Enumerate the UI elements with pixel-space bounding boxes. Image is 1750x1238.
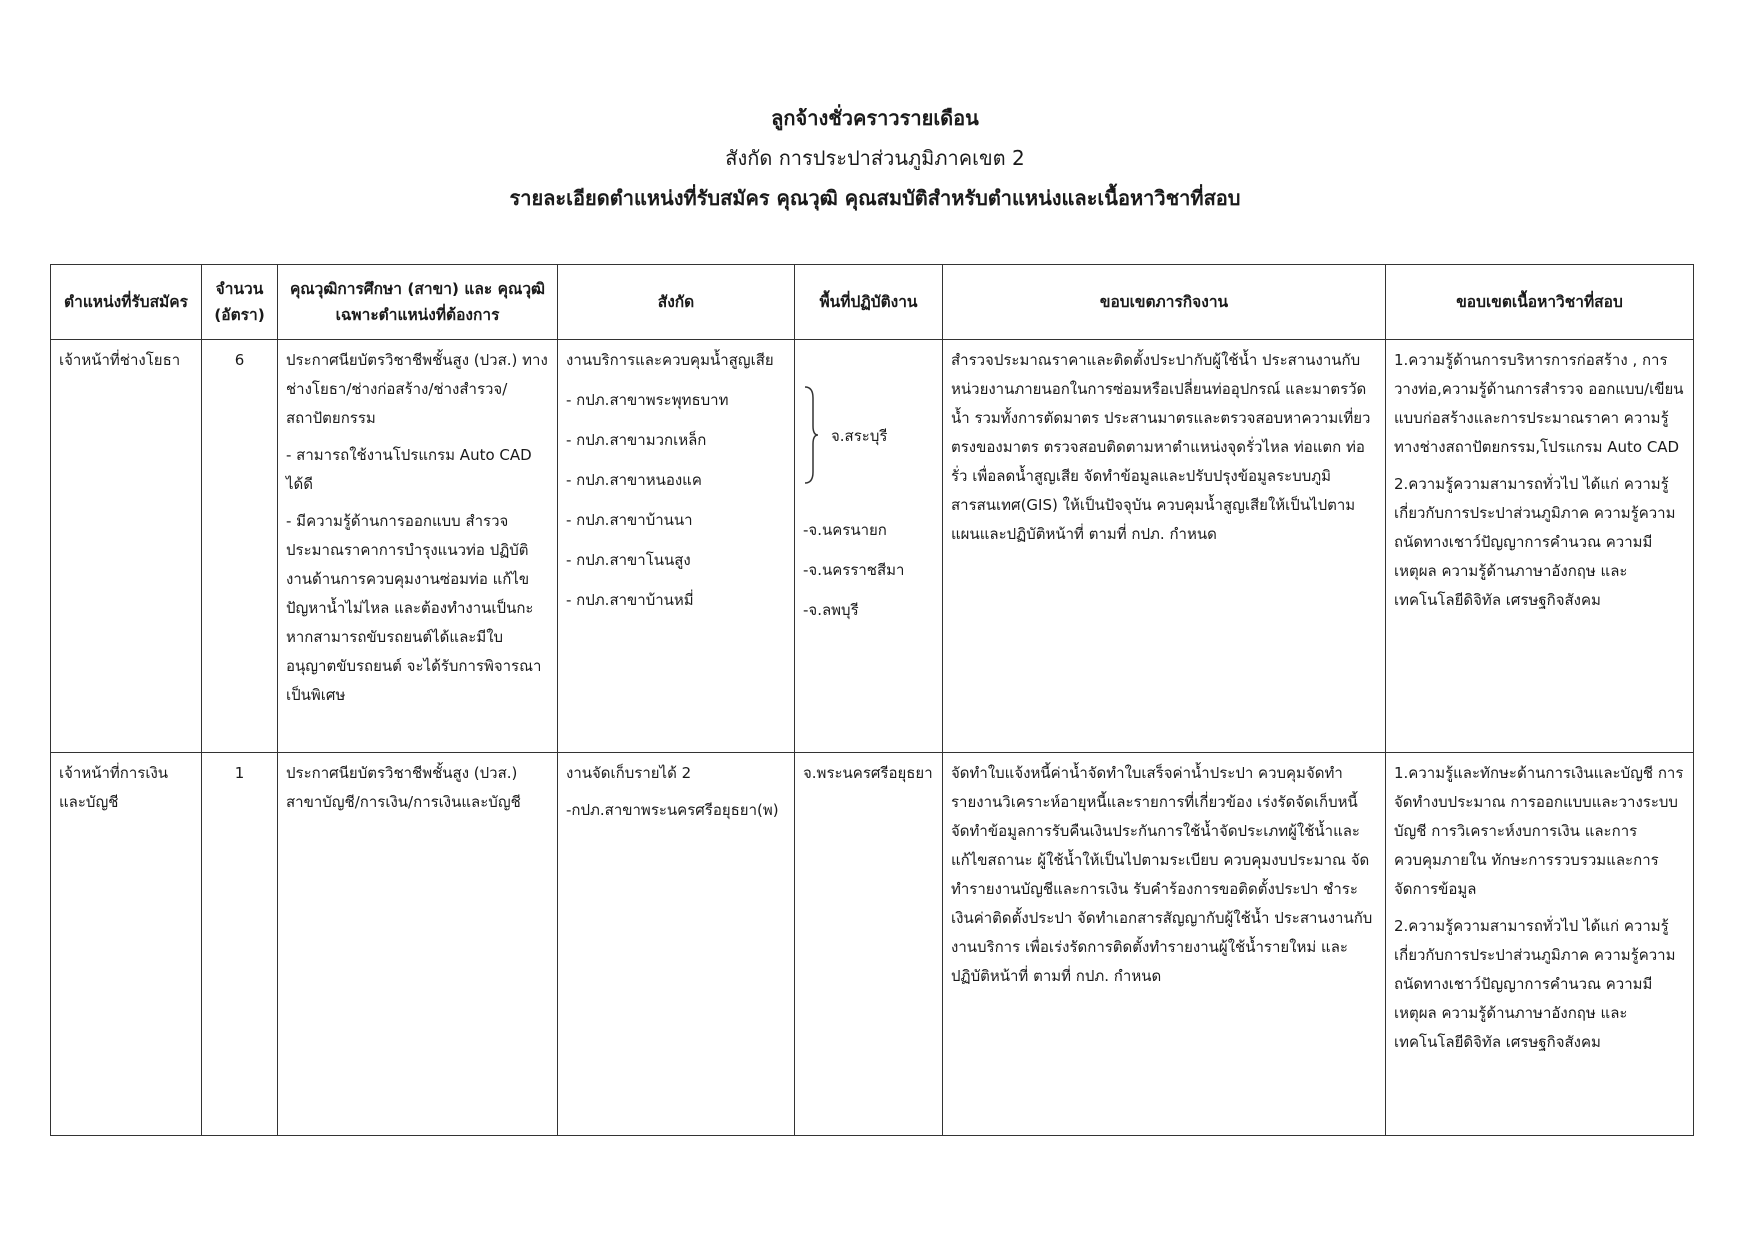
unit-name: - กปภ.สาขาบ้านหมี่ xyxy=(566,591,694,609)
brace-group xyxy=(803,346,934,466)
unit-name: - กปภ.สาขาพระพุทธบาท xyxy=(566,391,729,409)
exam-topic: 2.ความรู้ความสามารถทั่วไป ได้แก่ ความรู้เกี่ยวกับการประปาส่วนภูมิภาค ความรู้ความถนัดทางเชาว์ปัญญาการคำนวณ ความมีเหตุผล ความรู้ด้านภาษาอังกฤษ และเทคโนโลยีดิจิทัล เศรษฐกิจสังคม xyxy=(1394,475,1676,609)
qualification-cell xyxy=(278,340,558,753)
column-header: พื้นที่ปฏิบัติงาน xyxy=(795,265,943,340)
column-header: ขอบเขตภารกิจงาน xyxy=(943,265,1386,340)
unit-name: - กปภ.สาขาโนนสูง xyxy=(566,551,691,569)
area-cell xyxy=(795,340,943,753)
unit-name: - กปภ.สาขามวกเหล็ก xyxy=(566,431,707,449)
document-description: รายละเอียดตำแหน่งที่รับสมัคร คุณวุฒิ คุณสมบัติสำหรับตำแหน่งและเนื้อหาวิชาที่สอบ xyxy=(509,186,1241,210)
scope-cell: จัดทำใบแจ้งหนี้ค่าน้ำจัดทำใบเสร็จค่าน้ำประปา ควบคุมจัดทำรายงานวิเคราะห์อายุหนี้และรายการที่เกี่ยวข้อง เร่งรัดจัดเก็บหนี้ จัดทำข้อมูลการรับคืนเงินประกันการใช้น้ำจัดประเภทผู้ใช้น้ำและแก้ไขสถานะ ผู้ใช้น้ำให้เป็นไปตามระเบียบ ควบคุมงบประมาณ จัดทำรายงานบัญชีและการเงิน รับคำร้องการขอติดตั้งประปา ชำระเงินค่าติดตั้งประปา จัดทำเอกสารสัญญากับผู้ใช้น้ำ ประสานงานกับงานบริการ เพื่อเร่งรัดการติดตั้งทำรายงานผู้ใช้น้ำรายใหม่ และปฏิบัติหน้าที่ ตามที่ กปภ. กำหนด xyxy=(943,753,1386,1136)
unit-name: - กปภ.สาขาหนองแค xyxy=(566,471,702,489)
brace-icon xyxy=(803,386,819,484)
position-cell: เจ้าหน้าที่ช่างโยธา xyxy=(51,340,202,753)
unit-cell xyxy=(558,753,795,1136)
unit-name: งานบริการและควบคุมน้ำสูญเสีย xyxy=(566,351,774,369)
unit-cell xyxy=(558,340,795,753)
qualification-cell xyxy=(278,753,558,1136)
positions-table xyxy=(50,264,1694,1136)
qualification-text: ประกาศนียบัตรวิชาชีพชั้นสูง (ปวส.) สาขาบัญชี/การเงิน/การเงินและบัญชี xyxy=(286,764,521,811)
count-cell: 1 xyxy=(202,753,278,1136)
document-header xyxy=(0,98,1750,218)
area-cell xyxy=(795,753,943,1136)
qualification-text: - มีความรู้ด้านการออกแบบ สำรวจ ประมาณราคาการบำรุงแนวท่อ ปฏิบัติงานด้านการควบคุมงานซ่อมท่อ แก้ไขปัญหาน้ำไม่ไหล และต้องทำงานเป็นกะ หากสามารถขับรถยนต์ได้และมีใบอนุญาตขับรถยนต์ จะได้รับการพิจารณาเป็นพิเศษ xyxy=(286,512,542,704)
area-name: จ.พระนครศรีอยุธยา xyxy=(803,764,933,782)
exam-cell xyxy=(1386,340,1694,753)
unit-name: -กปภ.สาขาพระนครศรีอยุธยา(พ) xyxy=(566,801,779,819)
column-header: จำนวน (อัตรา) xyxy=(202,265,278,340)
scope-cell: สำรวจประมาณราคาและติดตั้งประปากับผู้ใช้น้ำ ประสานงานกับหน่วยงานภายนอกในการซ่อมหรือเปลี่ยนท่ออุปกรณ์ และมาตรวัดน้ำ รวมทั้งการตัดมาตร ประสานมาตรและตรวจสอบหาความเที่ยวตรงของมาตร ตรวจสอบติดตามหาตำแหน่งจุดรั่วไหล ท่อแตก ท่อรั่ว เพื่อลดน้ำสูญเสีย จัดทำข้อมูลและปรับปรุงข้อมูลระบบภูมิสารสนเทศ(GIS) ให้เป็นปัจจุบัน ควบคุมน้ำสูญเสียให้เป็นไปตามแผนและปฏิบัติหน้าที่ ตามที่ กปภ. กำหนด xyxy=(943,340,1386,753)
qualification-text: ประกาศนียบัตรวิชาชีพชั้นสูง (ปวส.) ทางช่างโยธา/ช่างก่อสร้าง/ช่างสำรวจ/ สถาปัตยกรรม xyxy=(286,351,548,427)
area-name: -จ.ลพบุรี xyxy=(803,601,859,619)
exam-cell xyxy=(1386,753,1694,1136)
area-name: -จ.นครนายก xyxy=(803,521,887,539)
document-subtitle: สังกัด การประปาส่วนภูมิภาคเขต 2 xyxy=(725,146,1025,170)
exam-topic: 1.ความรู้และทักษะด้านการเงินและบัญชี การจัดทำงบประมาณ การออกแบบและวางระบบบัญชี การวิเคราะห์งบการเงิน และการควบคุมภายใน ทักษะการรวบรวมและการจัดการข้อมูล xyxy=(1394,764,1684,898)
exam-topic: 1.ความรู้ด้านการบริหารการก่อสร้าง , การวางท่อ,ความรู้ด้านการสำรวจ ออกแบบ/เขียนแบบก่อสร้างและการประมาณราคา ความรู้ทางช่างสถาปัตยกรรม,โปรแกรม Auto CAD xyxy=(1394,351,1684,456)
count-cell: 6 xyxy=(202,340,278,753)
area-name: -จ.นครราชสีมา xyxy=(803,561,905,579)
column-header: ตำแหน่งที่รับสมัคร xyxy=(51,265,202,340)
unit-name: งานจัดเก็บรายได้ 2 xyxy=(566,764,692,782)
column-header: สังกัด xyxy=(558,265,795,340)
table-row xyxy=(51,753,1694,1136)
unit-name: - กปภ.สาขาบ้านนา xyxy=(566,511,693,529)
document-title: ลูกจ้างชั่วคราวรายเดือน xyxy=(771,106,979,130)
column-header: คุณวุฒิการศึกษา (สาขา) และ คุณวุฒิเฉพาะตำแหน่งที่ต้องการ xyxy=(278,265,558,340)
table-row xyxy=(51,340,1694,753)
table-header-row xyxy=(51,265,1694,340)
qualification-text: - สามารถใช้งานโปรแกรม Auto CAD ได้ดี xyxy=(286,446,532,493)
exam-topic: 2.ความรู้ความสามารถทั่วไป ได้แก่ ความรู้เกี่ยวกับการประปาส่วนภูมิภาค ความรู้ความถนัดทางเชาว์ปัญญาการคำนวณ ความมีเหตุผล ความรู้ด้านภาษาอังกฤษ และเทคโนโลยีดิจิทัล เศรษฐกิจสังคม xyxy=(1394,917,1676,1051)
position-cell: เจ้าหน้าที่การเงินและบัญชี xyxy=(51,753,202,1136)
area-name: จ.สระบุรี xyxy=(831,427,888,445)
column-header: ขอบเขตเนื้อหาวิชาที่สอบ xyxy=(1386,265,1694,340)
